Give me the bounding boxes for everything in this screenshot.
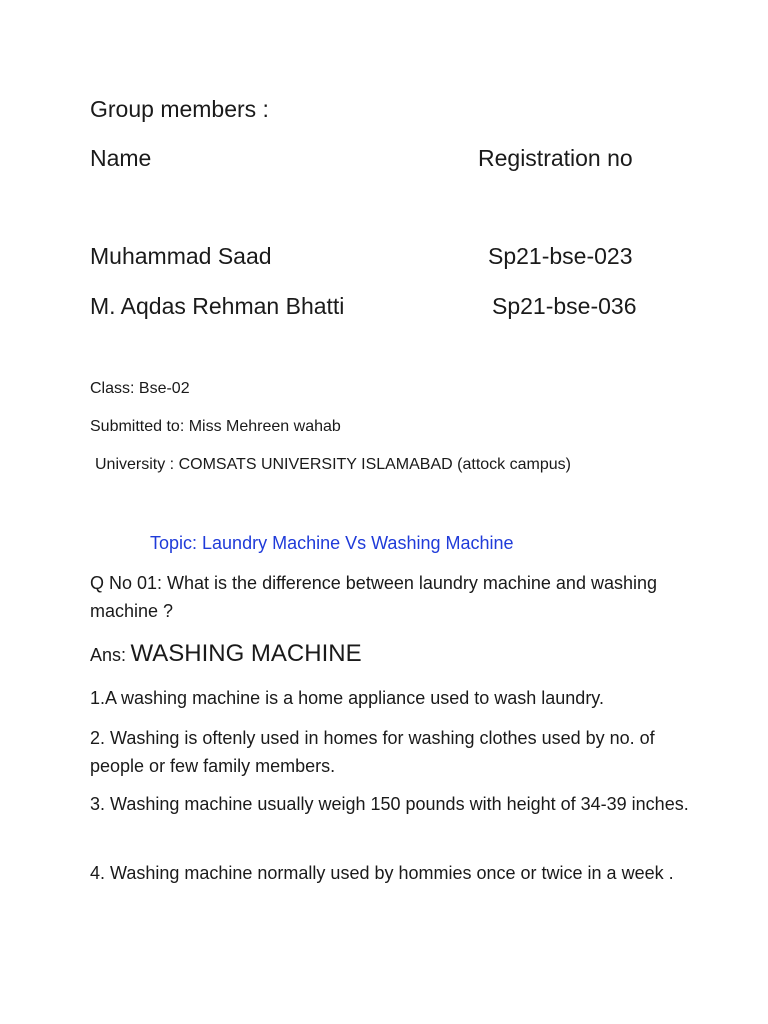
answer-line (90, 640, 362, 668)
class-info: Class: Bse-02 (90, 380, 190, 397)
list-item: 4. Washing machine normally used by hommies once or twice in a week . (90, 863, 674, 883)
topic-title: Topic: Laundry Machine Vs Washing Machine (150, 533, 514, 553)
university-info: University : COMSATS UNIVERSITY ISLAMABAD (attock campus) (95, 456, 571, 473)
list-item: 2. Washing is oftenly used in homes for washing clothes used by no. of people or few family members. (90, 728, 655, 776)
group-members-heading: Group members : (90, 96, 269, 122)
answer-prefix: Ans: (90, 645, 127, 665)
name-column-header: Name (90, 145, 152, 171)
member-name: M. Aqdas Rehman Bhatti (90, 293, 345, 319)
registration-column-header: Registration no (478, 145, 633, 171)
member-registration: Sp21-bse-036 (492, 293, 637, 319)
member-registration: Sp21-bse-023 (488, 243, 633, 269)
submitted-to-info: Submitted to: Miss Mehreen wahab (90, 418, 341, 435)
list-item: 1.A washing machine is a home appliance used to wash laundry. (90, 688, 604, 708)
member-name: Muhammad Saad (90, 243, 272, 269)
list-item: 3. Washing machine usually weigh 150 pounds with height of 34-39 inches. (90, 794, 689, 814)
question-text: Q No 01: What is the difference between laundry machine and washing machine ? (90, 573, 657, 621)
answer-heading: WASHING MACHINE (130, 640, 362, 667)
